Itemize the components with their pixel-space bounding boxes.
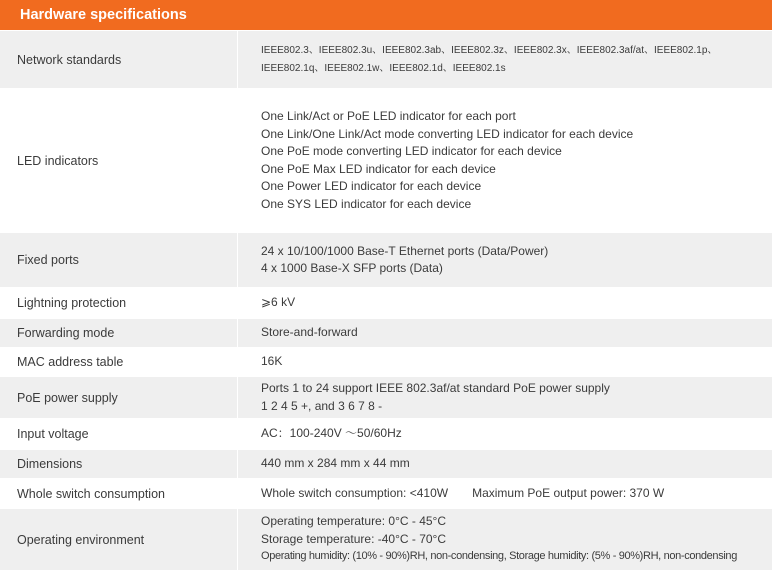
spec-value [238,31,772,88]
spec-value [238,233,772,287]
spec-value-line: 4 x 1000 Base-X SFP ports (Data) [261,261,443,275]
spec-label: PoE power supply [0,377,238,418]
spec-value [238,288,772,318]
spec-label: MAC address table [0,348,238,376]
spec-value-line: 24 x 10/100/1000 Base-T Ethernet ports (Data/Power) [261,243,549,258]
spec-value [238,450,772,478]
spec-value [238,89,772,232]
spec-value [238,348,772,376]
spec-row-fixed-ports [0,233,772,287]
header-title: Hardware specifications [20,7,187,23]
spec-value [238,419,772,449]
spec-label: Whole switch consumption [0,479,238,508]
spec-row-poe-power-supply [0,377,772,418]
spec-value-line: 440 mm x 284 mm x 44 mm [261,456,410,471]
spec-value [238,319,772,347]
spec-row-network-standards [0,31,772,88]
spec-value [238,377,772,418]
spec-value-line: ⩾6 kV [261,295,296,310]
spec-label: Forwarding mode [0,319,238,347]
spec-value-line: Operating humidity: (10% - 90%)RH, non-condensing, Storage humidity: (5% - 90%)RH, non-condensing [261,550,737,563]
spec-row-lightning-protection [0,288,772,318]
consumption-value: Whole switch consumption: <410W [261,485,449,500]
spec-value-line: 16K [261,354,283,369]
spec-value-line: One SYS LED indicator for each device [261,196,472,211]
spec-value [238,509,772,570]
spec-label: LED indicators [0,89,238,232]
spec-value-line: One Link/One Link/Act mode converting LED indicator for each device [261,126,634,141]
spec-label: Fixed ports [0,233,238,287]
spec-value-line: AC：100-240V ～50/60Hz [261,426,402,441]
spec-label: Lightning protection [0,288,238,318]
spec-row-input-voltage [0,419,772,449]
spec-value-line: One PoE mode converting LED indicator for each device [261,144,562,158]
spec-label: Operating environment [0,509,238,570]
spec-label: Input voltage [0,419,238,449]
spec-value-line: Ports 1 to 24 support IEEE 802.3af/at standard PoE power supply [261,381,610,395]
spec-value-line: IEEE802.3、IEEE802.3u、IEEE802.3ab、IEEE802.3z、IEEE802.3x、IEEE802.3af/at、IEEE802.1p、 [261,44,718,56]
spec-value-line: Operating temperature: 0°C - 45°C [261,514,447,529]
spec-row-operating-environment [0,509,772,570]
spec-row-whole-switch-consumption [0,479,772,508]
spec-row-led-indicators [0,89,772,232]
spec-label: Network standards [0,31,238,88]
spec-value-line: Storage temperature: -40°C - 70°C [261,531,447,546]
spec-value-line: One Link/Act or PoE LED indicator for each port [261,109,516,123]
spec-value-line: One PoE Max LED indicator for each device [261,161,496,176]
spec-value [238,479,772,508]
spec-value-line: One Power LED indicator for each device [261,179,482,193]
spec-label: Dimensions [0,450,238,478]
max-poe-power-value: Maximum PoE output power: 370 W [472,485,665,500]
spec-value-line: IEEE802.1q、IEEE802.1w、IEEE802.1d、IEEE802.1s [261,62,506,74]
spec-row-forwarding-mode [0,319,772,347]
spec-value-line [261,485,772,503]
spec-value-line: Store-and-forward [261,325,358,340]
header-bar [0,0,772,30]
spec-value-line: 1 2 4 5 +, and 3 6 7 8 - [261,398,383,413]
spec-row-mac-address-table [0,348,772,376]
spec-row-dimensions [0,450,772,478]
